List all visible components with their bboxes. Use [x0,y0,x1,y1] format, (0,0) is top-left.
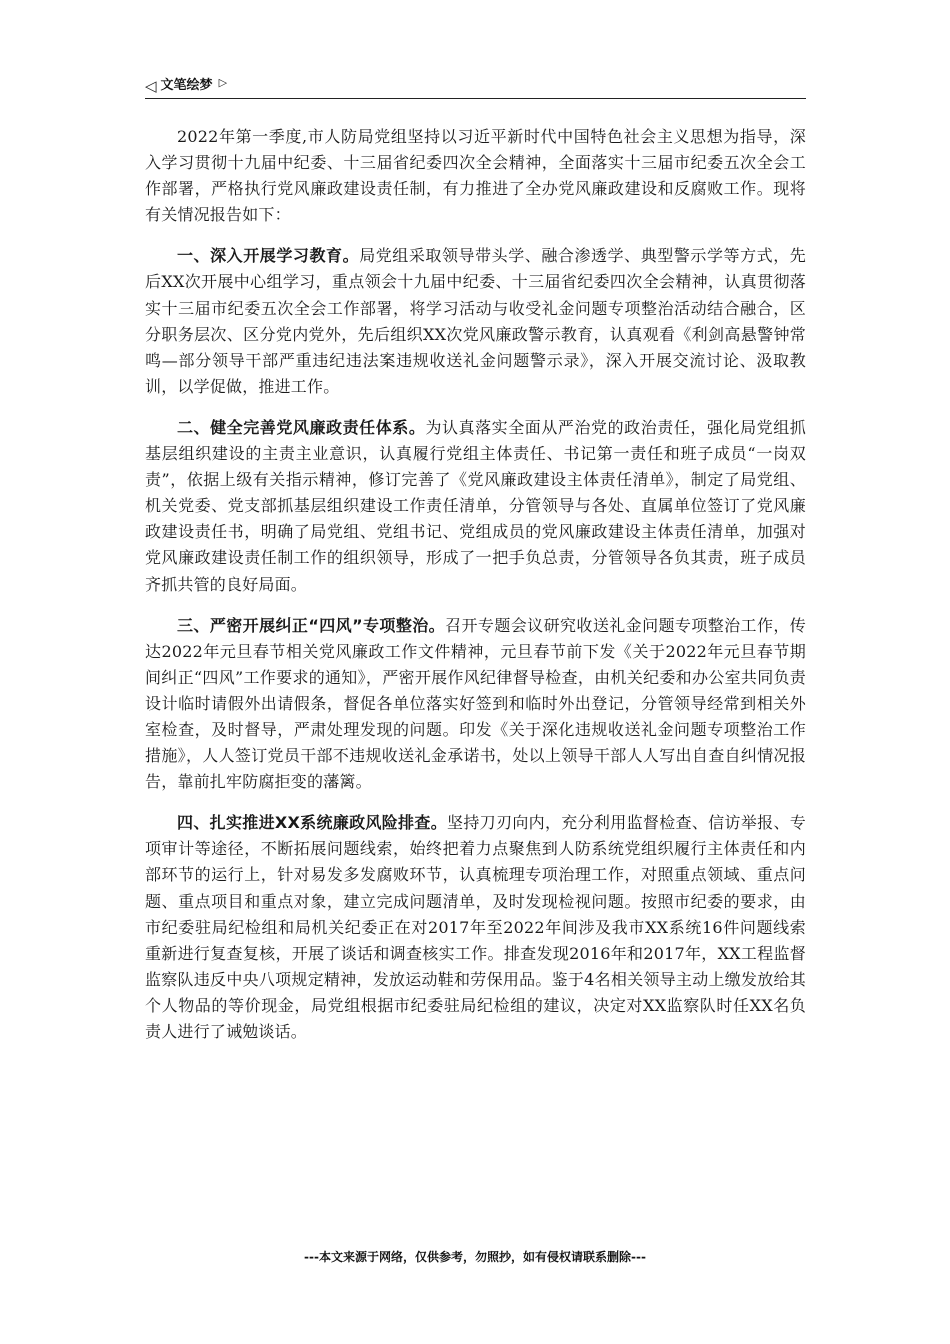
page-header [145,74,806,99]
section-4-heading: 四、扎实推进XX系统廉政风险排查。 [177,813,448,833]
section-1-heading: 一、深入开展学习教育。 [177,246,360,266]
section-2-paragraph [145,415,806,598]
section-2-text: 为认真落实全面从严治党的政治责任，强化局党组抓基层组织建设的主责主业意识，认真履行党组主体责任、书记第一责任和班子成员“一岗双责”，依据上级有关指示精神，修订完善了《党风廉政建设主体责任清单》，制定了局党组、机关党委、党支部抓基层组织建设工作责任清单，分管领导与各处、直属单位签订了党风廉政建设责任书，明确了局党组、党组书记、党组成员的党风廉政建设主体责任清单，加强对党风廉政建设责任制工作的组织领导，形成了一把手负总责，分管领导各负其责，班子成员齐抓共管的良好局面。 [145,417,806,594]
source-disclaimer: ---本文来源于网络，仅供参考，勿照抄，如有侵权请联系删除--- [304,1250,646,1264]
header-title: 文笔绘梦 [160,78,213,93]
intro-paragraph [145,124,806,228]
section-4-text: 坚持刀刃向内，充分利用监督检查、信访举报、专项审计等途径，不断拓展问题线索，始终把着力点聚焦到人防系统党组织履行主体责任和内部环节的运行上，针对易发多发腐败环节，认真梳理专项治理工作，对照重点领域、重点问题、重点项目和重点对象，建立完成问题清单，及时发现检视问题。按照市纪委的要求，由市纪委驻局纪检组和局机关纪委正在对2017年至2022年间涉及我市XX系统16件问题线索重新进行复查复核，开展了谈话和调查核实工作。排查发现2016年和2017年，XX工程监督监察队违反中央八项规定精神，发放运动鞋和劳保用品。鉴于4名相关领导主动上缴发放给其个人物品的等价现金，局党组根据市纪委驻局纪检组的建议，决定对XX监察队时任XX名负责人进行了诫勉谈话。 [145,813,806,1041]
left-triangle-icon: ◁ [145,77,157,95]
section-1-text: 局党组采取领导带头学、融合渗透学、典型警示学等方式，先后XX次开展中心组学习，重点领会十九届中纪委、十三届省纪委四次全会精神，认真贯彻落实十三届市纪委五次全会工作部署，将学习活动与收受礼金问题专项整治活动结合融合，区分职务层次、区分党内党外，先后组织XX次党风廉政警示教育，认真观看《利剑高悬警钟常鸣—部分领导干部严重违纪违法案违规收送礼金问题警示录》，深入开展交流讨论、汲取教训，以学促做，推进工作。 [145,246,806,396]
section-3-paragraph [145,613,806,796]
section-4-paragraph [145,810,806,1045]
section-1-paragraph [145,243,806,400]
right-triangle-icon: ▷ [218,76,228,89]
section-2-heading: 二、健全完善党风廉政责任体系。 [177,417,426,437]
document-body [145,124,806,1060]
section-3-text: 召开专题会议研究收送礼金问题专项整治工作，传达2022年元旦春节相关党风廉政工作文件精神，元旦春节前下发《关于2022年元旦春节期间纠正“四风”工作要求的通知》，严密开展作风纪律督导检查，由机关纪委和办公室共同负责设计临时请假外出请假条，督促各单位落实好签到和临时外出登记，分管领导经常到相关外室检查，及时督导，严肃处理发现的问题。印发《关于深化违规收送礼金问题专项整治工作措施》，人人签订党员干部不违规收送礼金承诺书，处以上领导干部人人写出自查自纠情况报告，靠前扎牢防腐拒变的藩篱。 [145,615,807,792]
paragraph-text: 2022年第一季度,市人防局党组坚持以习近平新时代中国特色社会主义思想为指导，深入学习贯彻十九届中纪委、十三届省纪委四次全会精神，全面落实十三届市纪委五次全会工作部署，严格执行党风廉政建设责任制，有力推进了全办党风廉政建设和反腐败工作。现将有关情况报告如下： [145,127,806,225]
section-3-heading: 三、严密开展纠正“四风”专项整治。 [177,615,446,635]
